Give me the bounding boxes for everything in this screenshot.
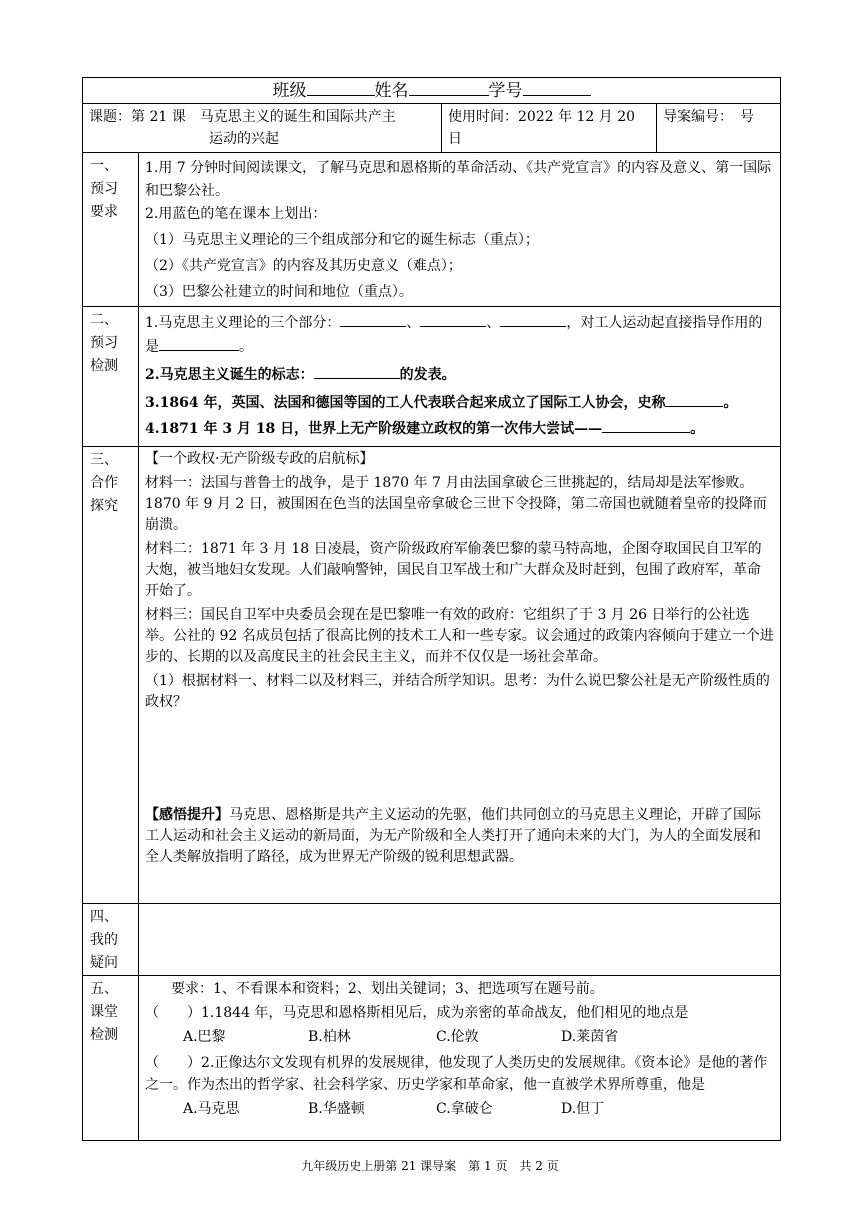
topic-cell	[83, 104, 442, 153]
class-field[interactable]	[307, 79, 375, 96]
section-3-content	[139, 447, 781, 904]
answer-blank[interactable]	[602, 418, 690, 433]
section-1-label-num: 一、	[90, 158, 118, 174]
material-1: 材料一：法国与普鲁士的战争，是于 1870 年 7 月由法国拿破仑三世挑起的，结局却是法军惨败。1870 年 9 月 2 日，被围困在色当的法国皇帝拿破仑三世下令投降，第二帝国也就随着皇帝的投降而崩溃。	[145, 475, 767, 533]
option-b[interactable]: B.华盛顿	[308, 1101, 365, 1117]
option-a[interactable]: A.马克思	[183, 1101, 240, 1117]
section-5-label-a: 课堂	[90, 1004, 118, 1020]
section-2-label-num: 二、	[90, 312, 118, 328]
section-3-label	[83, 447, 139, 904]
topic-line-1: 课题：第 21 课 马克思主义的诞生和国际共产主	[89, 109, 396, 125]
class-label: 班级	[272, 81, 307, 101]
section-2-row	[83, 307, 781, 447]
section-5-content	[139, 976, 781, 1141]
material-3: 材料三：国民自卫军中央委员会现在是巴黎唯一有效的政府：它组织了于 3 月 26 日举行的公社选举。公社的 92 名成员包括了很高比例的技术工人和一些专家。议会通过的政策内容倾向于建立一个进步的、长期的以及高度民主的社会民主主义，而并不仅仅是一场社会革命。	[145, 607, 774, 665]
answer-blank[interactable]	[500, 312, 566, 327]
preview-item-3: （3）巴黎公社建立的时间和地位（重点）。	[145, 284, 413, 300]
section-4-label-num: 四、	[90, 909, 118, 925]
option-d[interactable]: D.但丁	[561, 1101, 605, 1117]
name-field[interactable]	[409, 79, 489, 96]
check-question-1: 1.马克思主义理论的三个部分： 、 、 ，对工人运动起直接指导作用的是 。	[145, 311, 774, 359]
explore-title: 【一个政权·无产阶级专政的启航标】	[145, 451, 374, 467]
section-1-content	[139, 153, 781, 307]
material-2: 材料二：1871 年 3 月 18 日凌晨，资产阶级政府军偷袭巴黎的蒙马特高地，企图夺取国民自卫军的大炮，被当地妇女发现。人们敲响警钟，国民自卫军战士和广大群众及时赶到，包围了政府军，革命开始了。	[145, 541, 762, 599]
option-b[interactable]: B.柏林	[308, 1029, 351, 1045]
option-d[interactable]: D.莱茵省	[561, 1029, 619, 1045]
option-c[interactable]: C.伦敦	[436, 1029, 479, 1045]
preview-instruction-2: 2.用蓝色的笔在课本上划出：	[145, 206, 327, 222]
name-label: 姓名	[374, 81, 409, 101]
section-4-label-b: 疑问	[90, 955, 118, 971]
section-1-label-b: 要求	[90, 204, 118, 220]
answer-blank[interactable]	[665, 392, 723, 407]
section-3-label-num: 三、	[90, 452, 118, 468]
quiz-requirement: 要求：1、不看课本和资料；2、划出关键词；3、把选项写在题号前。	[171, 981, 604, 997]
section-1-label-a: 预习	[90, 181, 118, 197]
answer-blank[interactable]	[420, 312, 486, 327]
answer-space[interactable]	[145, 713, 774, 805]
explore-question: （1）根据材料一、材料二以及材料三，并结合所学知识。思考：为什么说巴黎公社是无产阶级性质的政权？	[145, 673, 770, 710]
option-c[interactable]: C.拿破仑	[436, 1101, 493, 1117]
section-2-label-a: 预习	[90, 335, 118, 351]
answer-blank[interactable]	[314, 364, 400, 379]
section-5-label-num: 五、	[90, 981, 118, 997]
section-2-label	[83, 307, 139, 447]
use-time-cell: 使用时间：2022 年 12 月 20 日	[442, 104, 657, 153]
section-4-row	[83, 904, 781, 976]
section-3-label-a: 合作	[90, 475, 118, 491]
page-footer: 九年级历史上册第 21 课导案 第 1 页 共 2 页	[301, 1159, 559, 1173]
info-row	[83, 104, 781, 153]
quiz-question-2-options	[145, 1098, 774, 1120]
worksheet-table	[82, 77, 781, 1141]
section-4-label-a: 我的	[90, 932, 118, 948]
section-1-row	[83, 153, 781, 307]
preview-instruction-1: 1.用 7 分钟时间阅读课文，了解马克思和恩格斯的革命活动、《共产党宣言》的内容及意义、第一国际和巴黎公社。	[145, 160, 772, 199]
id-field[interactable]	[523, 79, 591, 96]
header-row	[83, 78, 781, 104]
insight-text: 马克思、恩格斯是共产主义运动的先驱，他们共同创立的马克思主义理论，开辟了国际工人运动和社会主义运动的新局面，为无产阶级和全人类打开了通向未来的大门，为人的全面发展和全人类解放指明了路径，成为世界无产阶级的锐利思想武器。	[145, 807, 761, 865]
id-label: 学号	[488, 81, 523, 101]
section-2-content	[139, 307, 781, 447]
option-a[interactable]: A.巴黎	[183, 1029, 226, 1045]
insight-paragraph	[145, 805, 774, 868]
section-4-label	[83, 904, 139, 976]
insight-title: 【感悟提升】	[145, 807, 229, 823]
check-question-4: 4.1871 年 3 月 18 日，世界上无产阶级建立政权的第一次伟大尝试—— 。	[145, 417, 774, 441]
section-5-label-b: 检测	[90, 1027, 118, 1043]
quiz-question-2: （ ）2.正像达尔文发现有机界的发展规律，他发现了人类历史的发展规律。《资本论》是他的著作之一。作为杰出的哲学家、社会科学家、历史学家和革命家，他一直被学术界所尊重，他是	[145, 1055, 768, 1093]
answer-blank[interactable]	[159, 336, 239, 351]
section-3-row	[83, 447, 781, 904]
quiz-question-1: （ ）1.1844 年，马克思和恩格斯相见后，成为亲密的革命战友，他们相见的地点是	[145, 1005, 689, 1021]
guide-no-cell: 导案编号： 号	[657, 104, 781, 153]
preview-item-2: （2）《共产党宣言》的内容及其历史意义（难点）；	[145, 258, 462, 274]
questions-space[interactable]	[139, 904, 781, 976]
section-5-row	[83, 976, 781, 1141]
preview-item-1: （1）马克思主义理论的三个组成部分和它的诞生标志（重点）；	[145, 232, 539, 248]
topic-line-2: 运动的兴起	[209, 131, 279, 147]
section-3-label-b: 探究	[90, 498, 118, 514]
check-question-3: 3.1864 年，英国、法国和德国等国的工人代表联合起来成立了国际工人协会，史称 。	[145, 391, 774, 415]
check-question-2: 2.马克思主义诞生的标志： 的发表。	[145, 363, 774, 387]
answer-blank[interactable]	[340, 312, 406, 327]
section-2-label-b: 检测	[90, 358, 118, 374]
student-info-header	[83, 78, 781, 104]
quiz-question-1-options	[145, 1026, 774, 1048]
section-5-label	[83, 976, 139, 1141]
section-1-label	[83, 153, 139, 307]
